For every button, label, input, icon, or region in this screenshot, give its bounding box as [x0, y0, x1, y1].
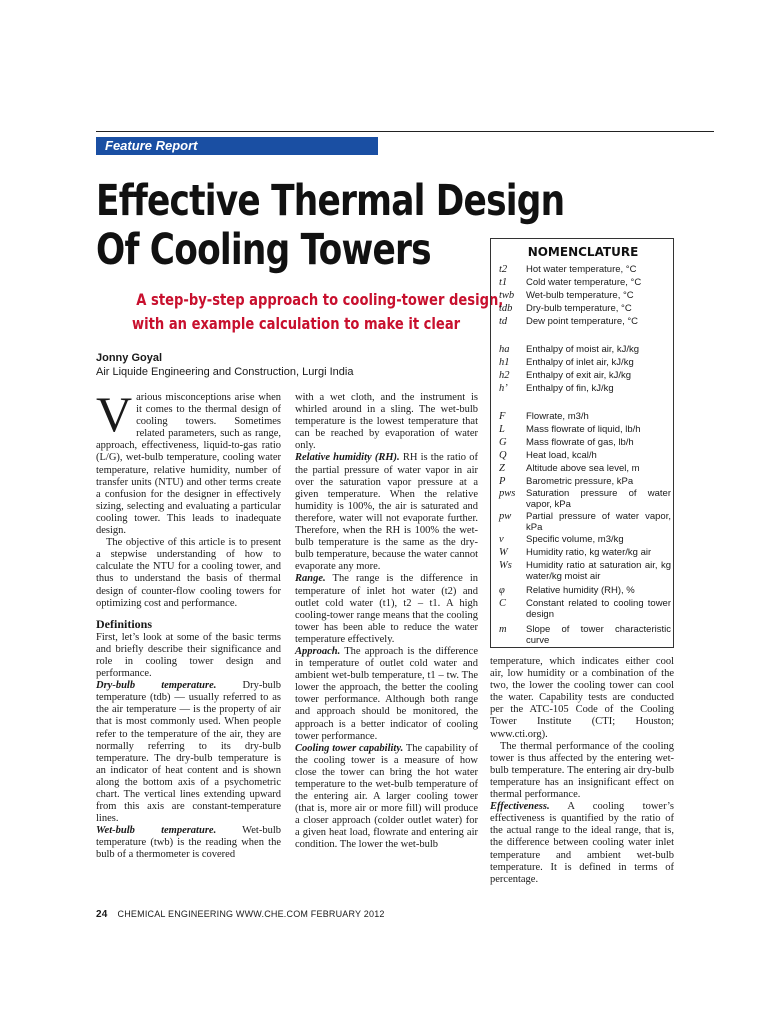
nomenclature-definition: Wet-bulb temperature, °C	[526, 290, 634, 301]
rh-term: Relative humidity (RH).	[295, 452, 400, 464]
nomenclature-definition: Relative humidity (RH), %	[526, 585, 635, 596]
nomenclature-definition: Dry-bulb temperature, °C	[526, 303, 632, 314]
nomenclature-symbol: F	[499, 411, 506, 422]
nomenclature-symbol: h2	[499, 370, 510, 381]
effectiveness-text: A cooling tower’s effectiveness is quantified by the ratio of the actual range to the ideal range, that is, the difference between cooling water inlet temperature and ambient wet-bulb temperature. It is defined in terms of percentage.	[490, 801, 674, 885]
nomenclature-title: NOMENCLATURE	[527, 245, 639, 259]
wet-bulb-continued: with a wet cloth, and the instrument is whirled around in a sling. The wet-bulb temperature is the lowest temperature that can be reached by evaporation of water only.	[295, 392, 478, 452]
nomenclature-symbol: L	[499, 424, 505, 435]
nomenclature-definition: Dew point temperature, °C	[526, 316, 639, 327]
subtitle-line-2	[96, 316, 484, 332]
subtitle-line-1	[96, 290, 504, 309]
nomenclature-definition: Specific volume, m3/kg	[526, 534, 624, 545]
nomenclature-symbol: pw	[499, 511, 512, 522]
wet-bulb-paragraph	[96, 825, 281, 861]
nomenclature-definition: Enthalpy of fin, kJ/kg	[526, 383, 614, 394]
range-paragraph	[295, 573, 478, 646]
nomenclature-symbol: tdb	[499, 303, 513, 314]
nomenclature-symbol: C	[499, 598, 507, 609]
subtitle-text-2: with an example calculation to make it clear	[132, 314, 461, 333]
nomenclature-symbol: W	[499, 547, 508, 558]
nomenclature-symbol: m	[499, 624, 507, 635]
wet-bulb-text: Wet-bulb temperature (twb) is the reading when the bulb of a thermometer is covered	[96, 825, 281, 861]
author-affiliation: Air Liquide Engineering and Construction, Lurgi India	[96, 366, 354, 378]
nomenclature-symbol: t1	[499, 277, 508, 288]
capability-term: Cooling tower capability.	[295, 742, 404, 754]
page-footer	[96, 909, 385, 920]
nomenclature-box	[490, 238, 674, 648]
wet-bulb-term: Wet-bulb temperature.	[96, 825, 217, 837]
nomenclature-definition: Humidity ratio at saturation air, kg water/kg moist air	[526, 560, 671, 582]
nomenclature-symbol: h1	[499, 357, 510, 368]
approach-text: The approach is the difference in temperature of outlet cold water and ambient wet-bulb temperature, t1 – tw. The lower the approach, the better the cooling tower performance. Although both range and approach should be monitored, the approach is a better indicator of cooling tower performance.	[295, 645, 478, 742]
effectiveness-paragraph	[490, 801, 674, 886]
nomenclature-definition: Heat load, kcal/h	[526, 450, 597, 461]
top-divider	[96, 131, 714, 132]
nomenclature-symbol: G	[499, 437, 507, 448]
effectiveness-term: Effectiveness.	[490, 801, 550, 813]
nomenclature-definition: Enthalpy of inlet air, kJ/kg	[526, 357, 634, 368]
section-tag: Feature Report	[96, 137, 378, 155]
nomenclature-symbol: Q	[499, 450, 507, 461]
nomenclature-symbol: Ws	[499, 560, 512, 571]
nomenclature-definition: Altitude above sea level, m	[526, 463, 640, 474]
article-title-line-2: Of Cooling Towers	[96, 225, 431, 275]
nomenclature-symbol: td	[499, 316, 508, 327]
author-name: Jonny Goyal	[96, 352, 163, 364]
drop-cap: V	[96, 386, 133, 442]
rh-paragraph	[295, 452, 478, 573]
nomenclature-symbol: φ	[499, 585, 505, 596]
capability-paragraph	[295, 743, 478, 852]
nomenclature-definition: Mass flowrate of liquid, lb/h	[526, 424, 641, 435]
nomenclature-definition: Barometric pressure, kPa	[526, 476, 634, 487]
nomenclature-symbol: P	[499, 476, 506, 487]
definitions-heading: Definitions	[96, 616, 153, 631]
nomenclature-symbol: Z	[499, 463, 505, 474]
intro-paragraph: arious misconceptions arise when it comes to the thermal design of cooling towers. Sometimes related parameters, such as range, approach, effectiveness, liquid-to-gas ratio (L/G), wet-bulb temperature, cooling water temperature, relative humidity, number of transfer units (NTU) and other terms create a confusion for the designer in effectively sizing, selecting and evaluating a particular cooling tower. This leads to inadequate design.	[96, 392, 281, 537]
body-column-1	[96, 386, 282, 912]
dry-bulb-term: Dry-bulb temperature.	[96, 680, 217, 692]
page-number: 24	[96, 909, 108, 920]
definitions-intro: First, let’s look at some of the basic terms and briefly describe their significance and role in cooling tower design and performance.	[96, 631, 281, 680]
capability-continued: temperature, which indicates either cool air, low humidity or a combination of the two, the lower the cooling tower can cool the water. Capability tests are conducted per the ATC-105 Code of the Cooling Tower Institute (CTI; Houston; www.cti.org).	[490, 656, 674, 740]
nomenclature-symbol: t2	[499, 264, 508, 275]
dry-bulb-paragraph	[96, 680, 281, 825]
nomenclature-definition: Hot water temperature, °C	[526, 264, 637, 275]
nomenclature-definition: Partial pressure of water vapor, kPa	[526, 511, 671, 533]
capability-text: The capability of the cooling tower is a measure of how close the tower can bring the hot water temperature to the wet-bulb temperature of the entering air. A larger cooling tower (that is, more air or more fill) will produce a closer approach (colder outlet water) for a given heat load, flowrate and entering air condition. The lower the wet-bulb	[295, 742, 478, 851]
article-title-line-1: Effective Thermal Design	[96, 176, 565, 226]
nomenclature-definition: Flowrate, m3/h	[526, 411, 589, 422]
body-column-2	[295, 392, 478, 912]
approach-term: Approach.	[295, 645, 341, 657]
nomenclature-definition: Saturation pressure of water vapor, kPa	[526, 488, 671, 510]
body-column-3	[490, 656, 674, 906]
thermal-performance-paragraph: The thermal performance of the cooling tower is thus affected by the entering wet-bulb temperature. The entering air dry-bulb temperature has an insignificant effect on thermal performance.	[490, 740, 674, 801]
nomenclature-definition: Slope of tower characteristic curve	[526, 624, 671, 646]
nomenclature-definition: Humidity ratio, kg water/kg air	[526, 547, 652, 558]
nomenclature-definition: Cold water temperature, °C	[526, 277, 642, 288]
objective-paragraph: The objective of this article is to present a stepwise understanding of how to calculate the NTU for a cooling tower, and thus to understand the basis of thermal design of counter-flow cooling towers for optimizing cost and performance.	[96, 537, 281, 609]
dry-bulb-text: Dry-bulb temperature (tdb) — usually referred to as the air temperature — is the property of air that is most commonly used. When people refer to the temperature of the air, they are normally referring to its dry-bulb temperature. The dry-bulb temperature is an indicator of heat content and is shown along the bottom axis of a psychometric chart. The vertical lines extending upward from this axis are constant-temperature lines.	[96, 680, 282, 825]
nomenclature-definition: Enthalpy of exit air, kJ/kg	[526, 370, 632, 381]
nomenclature-symbol: pws	[499, 488, 516, 499]
nomenclature-symbol: ha	[499, 344, 510, 355]
nomenclature-definition: Constant related to cooling tower design	[526, 598, 671, 620]
rh-text: RH is the ratio of the partial pressure of water vapor in air over the saturation vapor pressure at a given temperature. When the relative humidity is 100%, the air is saturated and therefore, water will not evaporate further. Therefore, when the RH is 100% the wet-bulb temperature is the same as the dry-bulb temperature, because the water cannot evaporate any more.	[295, 452, 478, 573]
nomenclature-symbol: v	[499, 534, 504, 545]
nomenclature-definition: Mass flowrate of gas, lb/h	[526, 437, 634, 448]
nomenclature-definition: Enthalpy of moist air, kJ/kg	[526, 344, 639, 355]
subtitle-text-1: A step-by-step approach to cooling-tower design,	[136, 290, 504, 309]
range-text: The range is the difference in temperature of inlet hot water (t2) and outlet cold water (t1), t2 – t1. A high cooling-tower range means that the cooling tower has been able to reduce the water temperature effectively.	[295, 573, 478, 645]
nomenclature-symbol: h’	[499, 383, 508, 394]
approach-paragraph	[295, 646, 478, 743]
nomenclature-symbol: twb	[499, 290, 515, 301]
footer-text: CHEMICAL ENGINEERING WWW.CHE.COM FEBRUARY 2012	[117, 909, 385, 919]
range-term: Range.	[295, 573, 326, 585]
